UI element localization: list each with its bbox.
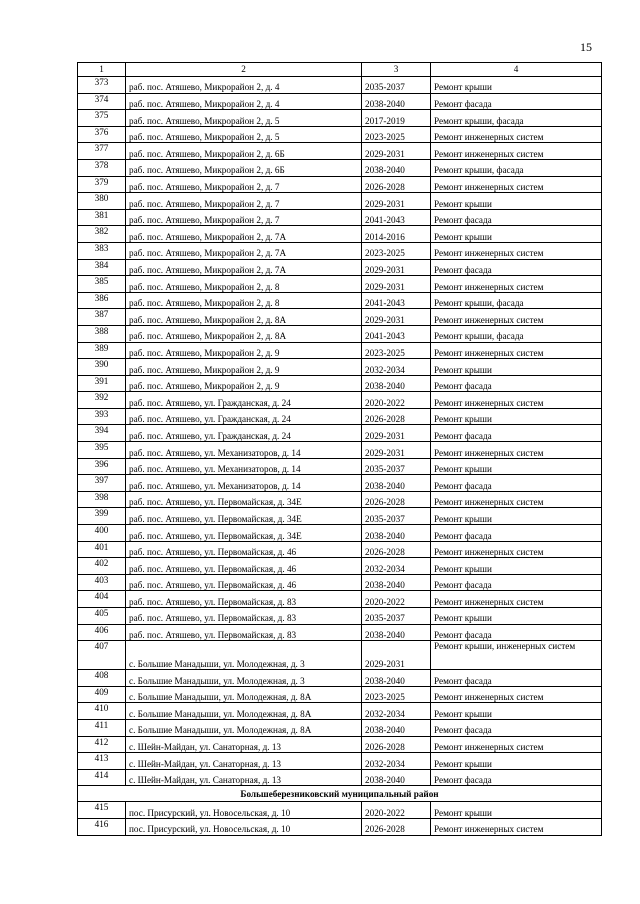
column-header: 2 bbox=[126, 63, 362, 77]
address-cell: раб. пос. Атяшево, ул. Гражданская, д. 24 bbox=[126, 408, 362, 425]
address-cell: раб. пос. Атяшево, ул. Первомайская, д. 83 bbox=[126, 624, 362, 641]
row-number: 387 bbox=[78, 309, 126, 326]
table-row bbox=[78, 591, 602, 608]
row-number: 379 bbox=[78, 176, 126, 193]
row-number: 378 bbox=[78, 159, 126, 176]
work-type-cell: Ремонт фасада bbox=[431, 93, 602, 110]
address-cell: раб. пос. Атяшево, Микрорайон 2, д. 4 bbox=[126, 77, 362, 94]
work-type-cell: Ремонт крыши, фасада bbox=[431, 159, 602, 176]
row-number: 401 bbox=[78, 541, 126, 558]
period-cell: 2038-2040 bbox=[362, 159, 431, 176]
address-cell: раб. пос. Атяшево, ул. Механизаторов, д. 14 bbox=[126, 442, 362, 459]
address-cell: раб. пос. Атяшево, Микрорайон 2, д. 6Б bbox=[126, 159, 362, 176]
work-type-cell: Ремонт инженерных систем bbox=[431, 392, 602, 409]
table-row bbox=[78, 508, 602, 525]
table-row bbox=[78, 259, 602, 276]
work-type-cell: Ремонт крыши bbox=[431, 458, 602, 475]
work-type-cell: Ремонт крыши, фасада bbox=[431, 325, 602, 342]
period-cell: 2032-2034 bbox=[362, 703, 431, 720]
row-number: 390 bbox=[78, 359, 126, 376]
address-cell: с. Шейн-Майдан, ул. Санаторная, д. 13 bbox=[126, 769, 362, 786]
row-number: 408 bbox=[78, 670, 126, 687]
period-cell: 2038-2040 bbox=[362, 525, 431, 542]
address-cell: пос. Присурский, ул. Новосельская, д. 10 bbox=[126, 802, 362, 819]
row-number: 376 bbox=[78, 126, 126, 143]
address-cell: пос. Присурский, ул. Новосельская, д. 10 bbox=[126, 818, 362, 835]
work-type-cell: Ремонт крыши bbox=[431, 226, 602, 243]
address-cell: раб. пос. Атяшево, Микрорайон 2, д. 9 bbox=[126, 359, 362, 376]
period-cell: 2017-2019 bbox=[362, 110, 431, 127]
table-row bbox=[78, 525, 602, 542]
period-cell: 2029-2031 bbox=[362, 276, 431, 293]
address-cell: раб. пос. Атяшево, Микрорайон 2, д. 8А bbox=[126, 309, 362, 326]
row-number: 392 bbox=[78, 392, 126, 409]
column-header: 1 bbox=[78, 63, 126, 77]
work-type-cell: Ремонт фасада bbox=[431, 525, 602, 542]
row-number: 416 bbox=[78, 818, 126, 835]
row-number: 411 bbox=[78, 719, 126, 736]
table-row bbox=[78, 159, 602, 176]
work-type-cell: Ремонт крыши bbox=[431, 193, 602, 210]
address-cell: раб. пос. Атяшево, ул. Механизаторов, д. 14 bbox=[126, 458, 362, 475]
row-number: 395 bbox=[78, 442, 126, 459]
address-cell: с. Большие Манадыши, ул. Молодежная, д. 3 bbox=[126, 641, 362, 670]
address-cell: с. Большие Манадыши, ул. Молодежная, д. 8А bbox=[126, 686, 362, 703]
period-cell: 2029-2031 bbox=[362, 641, 431, 670]
work-type-cell: Ремонт инженерных систем bbox=[431, 342, 602, 359]
table-row bbox=[78, 574, 602, 591]
work-type-cell: Ремонт инженерных систем bbox=[431, 442, 602, 459]
table-row bbox=[78, 442, 602, 459]
table-row bbox=[78, 126, 602, 143]
section-title: Большеберезниковский муниципальный район bbox=[78, 786, 602, 802]
row-number: 399 bbox=[78, 508, 126, 525]
address-cell: раб. пос. Атяшево, Микрорайон 2, д. 7А bbox=[126, 226, 362, 243]
work-type-cell: Ремонт инженерных систем bbox=[431, 686, 602, 703]
address-cell: раб. пос. Атяшево, ул. Гражданская, д. 24 bbox=[126, 425, 362, 442]
table-row bbox=[78, 143, 602, 160]
table-row bbox=[78, 325, 602, 342]
work-type-cell: Ремонт инженерных систем bbox=[431, 276, 602, 293]
row-number: 402 bbox=[78, 558, 126, 575]
period-cell: 2020-2022 bbox=[362, 802, 431, 819]
table-row bbox=[78, 802, 602, 819]
work-type-cell: Ремонт фасада bbox=[431, 259, 602, 276]
period-cell: 2038-2040 bbox=[362, 574, 431, 591]
table-row bbox=[78, 359, 602, 376]
row-number: 404 bbox=[78, 591, 126, 608]
table-row bbox=[78, 736, 602, 753]
table-row bbox=[78, 77, 602, 94]
row-number: 409 bbox=[78, 686, 126, 703]
column-header: 3 bbox=[362, 63, 431, 77]
row-number: 400 bbox=[78, 525, 126, 542]
period-cell: 2035-2037 bbox=[362, 508, 431, 525]
period-cell: 2032-2034 bbox=[362, 558, 431, 575]
column-header: 4 bbox=[431, 63, 602, 77]
period-cell: 2032-2034 bbox=[362, 753, 431, 770]
table-row bbox=[78, 491, 602, 508]
work-type-cell: Ремонт крыши bbox=[431, 359, 602, 376]
row-number: 385 bbox=[78, 276, 126, 293]
table-row bbox=[78, 375, 602, 392]
work-type-cell: Ремонт инженерных систем bbox=[431, 309, 602, 326]
row-number: 389 bbox=[78, 342, 126, 359]
address-cell: раб. пос. Атяшево, ул. Первомайская, д. 46 bbox=[126, 558, 362, 575]
address-cell: раб. пос. Атяшево, ул. Первомайская, д. 34Е bbox=[126, 491, 362, 508]
period-cell: 2014-2016 bbox=[362, 226, 431, 243]
period-cell: 2029-2031 bbox=[362, 259, 431, 276]
address-cell: раб. пос. Атяшево, ул. Первомайская, д. 46 bbox=[126, 574, 362, 591]
row-number: 380 bbox=[78, 193, 126, 210]
address-cell: раб. пос. Атяшево, Микрорайон 2, д. 7А bbox=[126, 259, 362, 276]
period-cell: 2041-2043 bbox=[362, 209, 431, 226]
period-cell: 2026-2028 bbox=[362, 491, 431, 508]
period-cell: 2026-2028 bbox=[362, 176, 431, 193]
table-row bbox=[78, 670, 602, 687]
address-cell: раб. пос. Атяшево, Микрорайон 2, д. 4 bbox=[126, 93, 362, 110]
work-type-cell: Ремонт крыши, фасада bbox=[431, 110, 602, 127]
period-cell: 2035-2037 bbox=[362, 77, 431, 94]
period-cell: 2038-2040 bbox=[362, 624, 431, 641]
address-cell: раб. пос. Атяшево, ул. Первомайская, д. 83 bbox=[126, 608, 362, 625]
period-cell: 2029-2031 bbox=[362, 309, 431, 326]
row-number: 373 bbox=[78, 77, 126, 94]
row-number: 375 bbox=[78, 110, 126, 127]
table-row bbox=[78, 818, 602, 835]
table-row bbox=[78, 753, 602, 770]
repair-schedule-table bbox=[77, 62, 602, 836]
table-row bbox=[78, 342, 602, 359]
table-row bbox=[78, 209, 602, 226]
work-type-cell: Ремонт фасада bbox=[431, 574, 602, 591]
section-header-row bbox=[78, 786, 602, 802]
row-number: 406 bbox=[78, 624, 126, 641]
table-row bbox=[78, 719, 602, 736]
period-cell: 2026-2028 bbox=[362, 818, 431, 835]
work-type-cell: Ремонт крыши, фасада bbox=[431, 292, 602, 309]
work-type-cell: Ремонт фасада bbox=[431, 425, 602, 442]
address-cell: раб. пос. Атяшево, ул. Первомайская, д. 83 bbox=[126, 591, 362, 608]
work-type-cell: Ремонт крыши bbox=[431, 508, 602, 525]
work-type-cell: Ремонт инженерных систем bbox=[431, 818, 602, 835]
work-type-cell: Ремонт инженерных систем bbox=[431, 491, 602, 508]
table-row bbox=[78, 425, 602, 442]
work-type-cell: Ремонт крыши bbox=[431, 753, 602, 770]
period-cell: 2026-2028 bbox=[362, 736, 431, 753]
period-cell: 2020-2022 bbox=[362, 591, 431, 608]
address-cell: с. Большие Манадыши, ул. Молодежная, д. 8А bbox=[126, 719, 362, 736]
address-cell: раб. пос. Атяшево, ул. Гражданская, д. 24 bbox=[126, 392, 362, 409]
table-row bbox=[78, 392, 602, 409]
work-type-cell: Ремонт инженерных систем bbox=[431, 143, 602, 160]
table-header-row bbox=[78, 63, 602, 77]
period-cell: 2029-2031 bbox=[362, 442, 431, 459]
table-row bbox=[78, 475, 602, 492]
address-cell: раб. пос. Атяшево, Микрорайон 2, д. 9 bbox=[126, 375, 362, 392]
period-cell: 2038-2040 bbox=[362, 670, 431, 687]
work-type-cell: Ремонт фасада bbox=[431, 769, 602, 786]
table-row bbox=[78, 193, 602, 210]
table-row bbox=[78, 276, 602, 293]
work-type-cell: Ремонт инженерных систем bbox=[431, 242, 602, 259]
row-number: 388 bbox=[78, 325, 126, 342]
table-row bbox=[78, 458, 602, 475]
row-number: 415 bbox=[78, 802, 126, 819]
period-cell: 2029-2031 bbox=[362, 143, 431, 160]
table-row bbox=[78, 226, 602, 243]
period-cell: 2020-2022 bbox=[362, 392, 431, 409]
table-row bbox=[78, 93, 602, 110]
address-cell: раб. пос. Атяшево, Микрорайон 2, д. 8 bbox=[126, 292, 362, 309]
row-number: 405 bbox=[78, 608, 126, 625]
row-number: 382 bbox=[78, 226, 126, 243]
table-row bbox=[78, 110, 602, 127]
work-type-cell: Ремонт инженерных систем bbox=[431, 541, 602, 558]
row-number: 381 bbox=[78, 209, 126, 226]
table-row bbox=[78, 769, 602, 786]
table-row bbox=[78, 624, 602, 641]
table-row bbox=[78, 541, 602, 558]
period-cell: 2038-2040 bbox=[362, 769, 431, 786]
row-number: 396 bbox=[78, 458, 126, 475]
row-number: 413 bbox=[78, 753, 126, 770]
row-number: 393 bbox=[78, 408, 126, 425]
work-type-cell: Ремонт инженерных систем bbox=[431, 176, 602, 193]
period-cell: 2026-2028 bbox=[362, 408, 431, 425]
period-cell: 2041-2043 bbox=[362, 325, 431, 342]
period-cell: 2023-2025 bbox=[362, 126, 431, 143]
work-type-cell: Ремонт крыши bbox=[431, 77, 602, 94]
work-type-cell: Ремонт фасада bbox=[431, 670, 602, 687]
period-cell: 2041-2043 bbox=[362, 292, 431, 309]
table-row bbox=[78, 703, 602, 720]
work-type-cell: Ремонт крыши bbox=[431, 703, 602, 720]
address-cell: раб. пос. Атяшево, ул. Первомайская, д. 34Е bbox=[126, 525, 362, 542]
address-cell: раб. пос. Атяшево, Микрорайон 2, д. 5 bbox=[126, 110, 362, 127]
row-number: 410 bbox=[78, 703, 126, 720]
period-cell: 2038-2040 bbox=[362, 375, 431, 392]
address-cell: раб. пос. Атяшево, Микрорайон 2, д. 7 bbox=[126, 193, 362, 210]
period-cell: 2032-2034 bbox=[362, 359, 431, 376]
address-cell: раб. пос. Атяшево, Микрорайон 2, д. 7 bbox=[126, 209, 362, 226]
table-row bbox=[78, 176, 602, 193]
work-type-cell: Ремонт фасада bbox=[431, 624, 602, 641]
row-number: 394 bbox=[78, 425, 126, 442]
period-cell: 2035-2037 bbox=[362, 608, 431, 625]
table-row bbox=[78, 686, 602, 703]
address-cell: с. Большие Манадыши, ул. Молодежная, д. 8А bbox=[126, 703, 362, 720]
table-row bbox=[78, 408, 602, 425]
work-type-cell: Ремонт инженерных систем bbox=[431, 591, 602, 608]
row-number: 412 bbox=[78, 736, 126, 753]
row-number: 383 bbox=[78, 242, 126, 259]
address-cell: раб. пос. Атяшево, ул. Первомайская, д. 46 bbox=[126, 541, 362, 558]
table-row bbox=[78, 558, 602, 575]
row-number: 403 bbox=[78, 574, 126, 591]
table-row bbox=[78, 242, 602, 259]
address-cell: раб. пос. Атяшево, Микрорайон 2, д. 8 bbox=[126, 276, 362, 293]
address-cell: раб. пос. Атяшево, Микрорайон 2, д. 5 bbox=[126, 126, 362, 143]
row-number: 414 bbox=[78, 769, 126, 786]
period-cell: 2023-2025 bbox=[362, 686, 431, 703]
work-type-cell: Ремонт крыши bbox=[431, 408, 602, 425]
period-cell: 2038-2040 bbox=[362, 475, 431, 492]
table-row bbox=[78, 309, 602, 326]
address-cell: раб. пос. Атяшево, Микрорайон 2, д. 6Б bbox=[126, 143, 362, 160]
address-cell: раб. пос. Атяшево, ул. Механизаторов, д. 14 bbox=[126, 475, 362, 492]
work-type-cell: Ремонт фасада bbox=[431, 209, 602, 226]
address-cell: с. Шейн-Майдан, ул. Санаторная, д. 13 bbox=[126, 736, 362, 753]
period-cell: 2023-2025 bbox=[362, 242, 431, 259]
table-row bbox=[78, 641, 602, 670]
work-type-cell: Ремонт крыши, инженерных систем bbox=[431, 641, 602, 670]
row-number: 407 bbox=[78, 641, 126, 670]
row-number: 391 bbox=[78, 375, 126, 392]
table-row bbox=[78, 608, 602, 625]
row-number: 386 bbox=[78, 292, 126, 309]
row-number: 377 bbox=[78, 143, 126, 160]
row-number: 397 bbox=[78, 475, 126, 492]
page-number: 15 bbox=[580, 40, 592, 54]
work-type-cell: Ремонт фасада bbox=[431, 475, 602, 492]
period-cell: 2035-2037 bbox=[362, 458, 431, 475]
work-type-cell: Ремонт инженерных систем bbox=[431, 736, 602, 753]
period-cell: 2038-2040 bbox=[362, 93, 431, 110]
address-cell: с. Большие Манадыши, ул. Молодежная, д. 3 bbox=[126, 670, 362, 687]
work-type-cell: Ремонт крыши bbox=[431, 608, 602, 625]
period-cell: 2026-2028 bbox=[362, 541, 431, 558]
period-cell: 2023-2025 bbox=[362, 342, 431, 359]
address-cell: раб. пос. Атяшево, ул. Первомайская, д. 34Е bbox=[126, 508, 362, 525]
period-cell: 2029-2031 bbox=[362, 193, 431, 210]
address-cell: раб. пос. Атяшево, Микрорайон 2, д. 8А bbox=[126, 325, 362, 342]
row-number: 374 bbox=[78, 93, 126, 110]
work-type-cell: Ремонт инженерных систем bbox=[431, 126, 602, 143]
work-type-cell: Ремонт фасада bbox=[431, 375, 602, 392]
work-type-cell: Ремонт крыши bbox=[431, 558, 602, 575]
row-number: 398 bbox=[78, 491, 126, 508]
period-cell: 2038-2040 bbox=[362, 719, 431, 736]
work-type-cell: Ремонт фасада bbox=[431, 719, 602, 736]
address-cell: раб. пос. Атяшево, Микрорайон 2, д. 7А bbox=[126, 242, 362, 259]
address-cell: с. Шейн-Майдан, ул. Санаторная, д. 13 bbox=[126, 753, 362, 770]
row-number: 384 bbox=[78, 259, 126, 276]
address-cell: раб. пос. Атяшево, Микрорайон 2, д. 7 bbox=[126, 176, 362, 193]
period-cell: 2029-2031 bbox=[362, 425, 431, 442]
work-type-cell: Ремонт крыши bbox=[431, 802, 602, 819]
table-row bbox=[78, 292, 602, 309]
address-cell: раб. пос. Атяшево, Микрорайон 2, д. 9 bbox=[126, 342, 362, 359]
